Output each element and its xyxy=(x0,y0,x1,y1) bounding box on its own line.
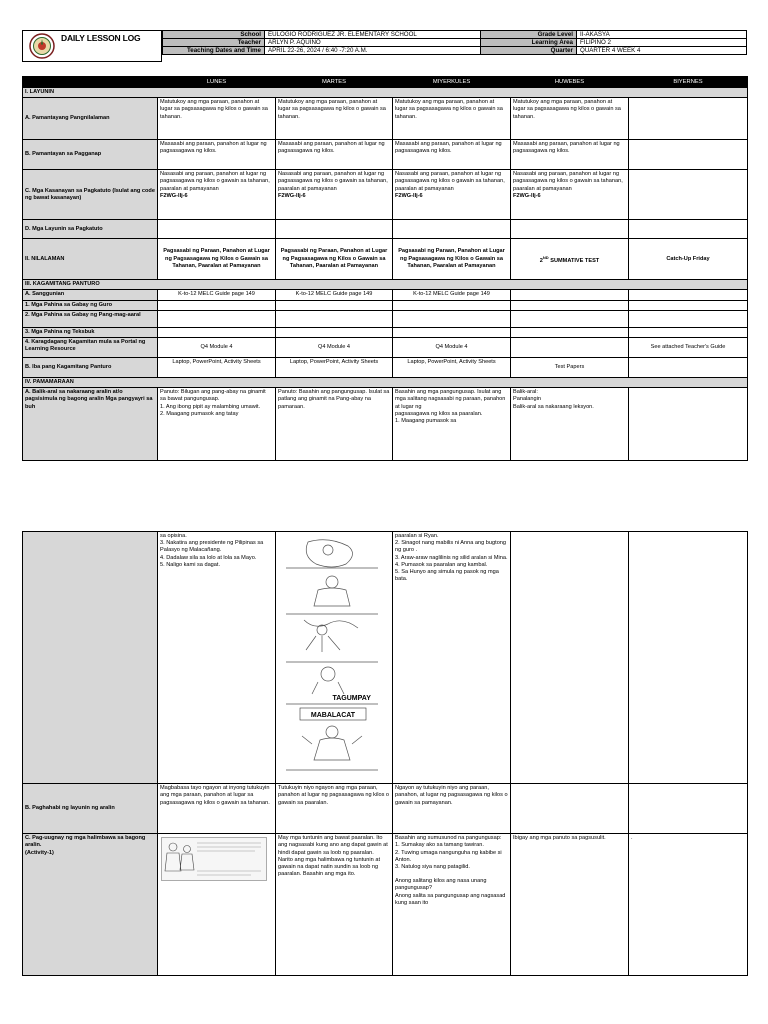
cell-kasanayan-martes xyxy=(276,170,393,220)
cell-pangnilalaman-huwebes: Matutukoy ang mga paraan, panahon at lugar sa pagsasagawa ng kilos o gawain sa tahanan. xyxy=(511,98,629,140)
grade-label: Grade Level xyxy=(481,31,577,39)
summative-text: SUMMATIVE TEST xyxy=(548,257,600,264)
cell-kasanayan-miyerkules xyxy=(393,170,511,220)
teacher-value: ARLYN P. AQUINO xyxy=(265,39,481,47)
day-header-row xyxy=(23,77,748,88)
activity-label: (Activity-1) xyxy=(25,849,54,856)
cell-karagdagang-miyerkules: Q4 Module 4 xyxy=(393,338,511,358)
cell-pangnilalaman-lunes: Matutukoy ang mga paraan, panahon at lugar sa pagsasagawa ng kilos o gawain sa tahanan. xyxy=(158,98,276,140)
cell-iba-martes: Laptop, PowerPoint, Activity Sheets xyxy=(276,358,393,378)
cell-balik-biyernes xyxy=(629,388,748,461)
cell-cont-martes xyxy=(276,532,393,784)
uugnay-miy-line: Anong salita sa pangungusap ang nagsasad kung saan ito xyxy=(395,892,506,906)
lesson-log-table-continued xyxy=(22,531,748,976)
day-biyernes: BIYERNES xyxy=(629,77,748,88)
school-value: EULOGIO RODRIGUEZ JR. ELEMENTARY SCHOOL xyxy=(265,31,481,39)
kasanayan-code: F2WG-IIj-6 xyxy=(160,192,188,199)
cell-karagdagang-huwebes xyxy=(511,338,629,358)
cell-iba-huwebes: Test Papers xyxy=(511,358,629,378)
cell-pangmag-biyernes xyxy=(629,310,748,327)
kasanayan-code: F2WG-IIj-6 xyxy=(513,192,541,199)
cell-guro-biyernes xyxy=(629,300,748,310)
quarter-label: Quarter xyxy=(481,47,577,55)
row-label-iba-pang: B. Iba pang Kagamitang Panturo xyxy=(23,358,158,378)
balik-huw-line: Balik-aral sa nakaraang leksyon. xyxy=(513,403,594,410)
cell-pangmag-martes xyxy=(276,310,393,327)
kasanayan-code: F2WG-IIj-6 xyxy=(278,192,306,199)
balik-lunes-line: 1. Ang ibong pipit ay malambing umawit. xyxy=(160,403,261,410)
balik-miy-line: Basahin ang mga pangungusap. Isulat ang mga salitang nagsasabi ng paraan, panahon at lugar ng xyxy=(395,389,506,410)
row-label-pag-uugnay xyxy=(23,834,158,976)
cont-lunes-line: 5. Naligo kami sa dagat. xyxy=(160,561,221,568)
cell-pangnilalaman-miyerkules: Matutukoy ang mga paraan, panahon at lugar sa pagsasagawa ng kilos o gawain sa tahanan. xyxy=(393,98,511,140)
cell-paghahabi-lunes: Magbabasa tayo ngayon at inyong tutukuyin ang mga paraan, panahon at lugar sa pagsasagawa ng kilos o gawain sa tahanan. xyxy=(158,784,276,834)
cell-paghahabi-martes: Tutukuyin niyo ngayon ang mga paraan, panahon at lugar ng pagsasagawa ng kilos o gawain sa paaralan. xyxy=(276,784,393,834)
corner-cell xyxy=(23,77,158,88)
cell-nilalaman-martes: Pagsasabi ng Paraan, Panahon at Lugar ng Pagsasagawa ng Kilos o Gawain sa Tahanan, Paaralan at Pamayanan xyxy=(276,239,393,280)
cell-teksbuk-lunes xyxy=(158,327,276,337)
cell-layunin-huwebes xyxy=(511,220,629,239)
area-value: FILIPINO 2 xyxy=(577,39,747,47)
cell-pangmag-miyerkules xyxy=(393,310,511,327)
cell-pagganap-huwebes: Masasabi ang paraan, panahon at lugar ng pagsasagawa ng kilos. xyxy=(511,140,629,170)
row-label-kasanayan: C. Mga Kasanayan sa Pagkatuto (Isulat ang code ng bawat kasanayan) xyxy=(23,170,158,220)
day-miyerkules: MIYERKULES xyxy=(393,77,511,88)
row-label-pamantayang-pangnilalaman: A. Pamantayang Pangnilalaman xyxy=(23,98,158,140)
dates-label: Teaching Dates and Time xyxy=(163,47,265,55)
cont-lunes-line: 4. Dadalaw sila sa lolo at lola sa Mayo. xyxy=(160,554,257,561)
quarter-value: QUARTER 4 WEEK 4 xyxy=(577,47,747,55)
balik-miy-line: pagsasagawa ng kilos sa paaralan. xyxy=(395,410,483,417)
tagumpay-caption: TAGUMPAY xyxy=(332,694,371,702)
pag-uugnay-label: C. Pag-uugnay ng mga halimbawa sa bagong aralin. xyxy=(25,835,146,849)
summative-suffix: ND xyxy=(542,254,549,260)
cell-karagdagang-lunes: Q4 Module 4 xyxy=(158,338,276,358)
deped-seal-icon xyxy=(29,33,55,59)
grade-value: II-AKASYA xyxy=(577,31,747,39)
balik-huw-line: Balik-aral: xyxy=(513,389,538,396)
cell-kasanayan-lunes xyxy=(158,170,276,220)
activity-image xyxy=(161,837,267,881)
cell-pagganap-martes: Masasabi ang paraan, panahon at lugar ng pagsasagawa ng kilos. xyxy=(276,140,393,170)
cell-paghahabi-huwebes xyxy=(511,784,629,834)
cell-uugnay-huwebes: Ibigay ang mga panuto sa pagsusulit. xyxy=(511,834,629,976)
cell-nilalaman-miyerkules: Pagsasabi ng Paraan, Panahon at Lugar ng Pagsasagawa ng Kilos o Gawain sa Tahanan, Paaralan at Pamayanan xyxy=(393,239,511,280)
section-nilalaman: II. NILALAMAN xyxy=(23,239,158,280)
cell-pagganap-biyernes xyxy=(629,140,748,170)
uugnay-miy-line: 2. Tuwing umaga nangunguha ng kabibe si Anton. xyxy=(395,849,502,863)
cell-teksbuk-miyerkules xyxy=(393,327,511,337)
kasanayan-text: Nasasabi ang paraan, panahon at lugar ng pagsasagawa ng kilos o gawain sa tahanan, paaralan at pamayanan xyxy=(278,171,388,192)
cell-balik-miyerkules xyxy=(393,388,511,461)
day-lunes: LUNES xyxy=(158,77,276,88)
cell-uugnay-lunes xyxy=(158,834,276,976)
cell-nilalaman-lunes: Pagsasabi ng Paraan, Panahon at Lugar ng Pagsasagawa ng Kilos o Gawain sa Tahanan, Paaralan at Pamayanan xyxy=(158,239,276,280)
cell-teksbuk-huwebes xyxy=(511,327,629,337)
row-label-pahina-pangmag: 2. Mga Pahina sa Gabay ng Pang-mag-aaral xyxy=(23,310,158,327)
cell-pagganap-miyerkules: Masasabi ang paraan, panahon at lugar ng pagsasagawa ng kilos. xyxy=(393,140,511,170)
cell-nilalaman-huwebes xyxy=(511,239,629,280)
mabalacat-sign: MABALACAT xyxy=(310,712,356,719)
cell-cont-huwebes xyxy=(511,532,629,784)
cell-kasanayan-biyernes xyxy=(629,170,748,220)
cell-sanggunian-lunes: K-to-12 MELC Guide page 149 xyxy=(158,290,276,300)
uugnay-miy-line: Basahin ang sumusunod na pangungusap: xyxy=(395,835,502,842)
cell-uugnay-miyerkules xyxy=(393,834,511,976)
header-info-table xyxy=(162,30,747,55)
cell-sanggunian-huwebes xyxy=(511,290,629,300)
section-layunin: I. LAYUNIN xyxy=(23,88,748,98)
uugnay-miy-line: 3. Natulog siya nang patagilid. xyxy=(395,864,470,871)
cell-balik-martes: Panuto: Basahin ang pangungusap. Isulat sa patlang ang ginamit na Pang-abay na pamaraan. xyxy=(276,388,393,461)
kasanayan-code: F2WG-IIj-6 xyxy=(395,192,423,199)
cell-karagdagang-martes: Q4 Module 4 xyxy=(276,338,393,358)
cell-iba-lunes: Laptop, PowerPoint, Activity Sheets xyxy=(158,358,276,378)
cont-lunes-line: sa opisina. xyxy=(160,533,187,539)
area-label: Learning Area xyxy=(481,39,577,47)
cell-karagdagang-biyernes: See attached Teacher's Guide xyxy=(629,338,748,358)
cont-miy-line: paaralan si Ryan. xyxy=(395,533,439,539)
balik-miy-line: 1. Maagang pumasok sa xyxy=(395,418,457,425)
cont-miy-line: 3. Araw-araw naglilinis ng silid aralan si Mina. xyxy=(395,554,508,561)
kasanayan-text: Nasasabi ang paraan, panahon at lugar ng pagsasagawa ng kilos o gawain sa tahanan, paaralan at pamayanan xyxy=(160,171,270,192)
cell-uugnay-biyernes: . xyxy=(629,834,748,976)
day-martes: MARTES xyxy=(276,77,393,88)
header-title-box xyxy=(22,30,162,62)
row-label-teksbuk: 3. Mga Pahina ng Teksbuk xyxy=(23,327,158,337)
row-label-balik-aral: A. Balik-aral sa nakaraang aralin at/o pagsisimula ng bagong aralin Mga pangyayri sa buh xyxy=(23,388,158,461)
cell-iba-miyerkules: Laptop, PowerPoint, Activity Sheets xyxy=(393,358,511,378)
cell-teksbuk-martes xyxy=(276,327,393,337)
cont-lunes-line: 3. Nakatira ang presidente ng Pilipinas sa Palasyo ng Malacañang. xyxy=(160,540,264,554)
cell-balik-lunes xyxy=(158,388,276,461)
kasanayan-text: Nasasabi ang paraan, panahon at lugar ng pagsasagawa ng kilos o gawain sa tahanan, paaralan at pamayanan xyxy=(395,171,505,192)
cell-pangnilalaman-martes: Matutukoy ang mga paraan, panahon at lugar sa pagsasagawa ng kilos o gawain sa tahanan. xyxy=(276,98,393,140)
cell-pangnilalaman-biyernes xyxy=(629,98,748,140)
dates-value: APRIL 22-26, 2024 / 6:40 -7:20 A.M. xyxy=(265,47,481,55)
row-label-pamantayan-pagganap: B. Pamantayan sa Pagganap xyxy=(23,140,158,170)
section-kagamitan: III. KAGAMITANG PANTURO xyxy=(23,280,748,290)
cell-kasanayan-huwebes xyxy=(511,170,629,220)
uugnay-miy-line: Anong salitang kilos ang nasa unang pangungusap? xyxy=(395,878,487,892)
cell-guro-martes xyxy=(276,300,393,310)
row-label-pahina-guro: 1. Mga Pahina sa Gabay ng Guro xyxy=(23,300,158,310)
row-label-sanggunian: A. Sanggunian xyxy=(23,290,158,300)
cell-guro-huwebes xyxy=(511,300,629,310)
cell-cont-lunes xyxy=(158,532,276,784)
row-label-karagdagang: 4. Karagdagang Kagamitan mula sa Portal ng Learning Resource xyxy=(23,338,158,358)
cell-pangmag-lunes xyxy=(158,310,276,327)
cell-sanggunian-martes: K-to-12 MELC Guide page 149 xyxy=(276,290,393,300)
cell-layunin-miyerkules xyxy=(393,220,511,239)
page-title: DAILY LESSON LOG xyxy=(61,33,141,43)
balik-huw-line: Panalangin xyxy=(513,396,541,403)
worksheet-illustrations-image xyxy=(278,534,388,778)
teacher-label: Teacher xyxy=(163,39,265,47)
cell-pangmag-huwebes xyxy=(511,310,629,327)
balik-lunes-line: Panuto: Bilugan ang pang-abay na ginamit sa bawat pangungusap. xyxy=(160,389,266,403)
cell-layunin-biyernes xyxy=(629,220,748,239)
cell-paghahabi-biyernes xyxy=(629,784,748,834)
uugnay-miy-line: 1. Sumakay ako sa tamang tawiran. xyxy=(395,842,484,849)
school-label: School xyxy=(163,31,265,39)
row-label-layunin-pagkatuto: D. Mga Layunin sa Pagkatuto xyxy=(23,220,158,239)
row-label-paghahabi: B. Paghahabi ng layunin ng aralin xyxy=(23,784,158,834)
day-huwebes: HUWEBES xyxy=(511,77,629,88)
cell-layunin-martes xyxy=(276,220,393,239)
cell-balik-huwebes xyxy=(511,388,629,461)
cell-guro-lunes xyxy=(158,300,276,310)
cont-miy-line: 4. Pumasok sa paaralan ang kambal. xyxy=(395,561,488,568)
continued-label-cell xyxy=(23,532,158,784)
cell-iba-biyernes xyxy=(629,358,748,378)
cont-miy-line: 5. Sa Hunyo ang simula ng pasok ng mga bata. xyxy=(395,569,499,583)
cell-nilalaman-biyernes: Catch-Up Friday xyxy=(629,239,748,280)
cell-cont-miyerkules xyxy=(393,532,511,784)
lesson-log-table xyxy=(22,76,748,461)
cell-teksbuk-biyernes xyxy=(629,327,748,337)
cell-layunin-lunes xyxy=(158,220,276,239)
summative-number: 2 xyxy=(539,257,543,264)
cont-miy-line: 2. Sinagot nang mabilis ni Anna ang bugtong ng guro . xyxy=(395,540,507,554)
uugnay-miy-line xyxy=(395,871,508,878)
section-pamamaraan: IV. PAMAMARAAN xyxy=(23,378,748,388)
cell-sanggunian-miyerkules: K-to-12 MELC Guide page 149 xyxy=(393,290,511,300)
cell-sanggunian-biyernes xyxy=(629,290,748,300)
cell-pagganap-lunes: Masasabi ang paraan, panahon at lugar ng pagsasagawa ng kilos. xyxy=(158,140,276,170)
cell-uugnay-martes: May mga tuntunin ang bawat paaralan. Ito ang nagsasabi kung ano ang dapat gawin at hindi dapat gawin sa loob ng paaralan. Narito ang mga halimbawa ng tuntunin at gawain na dapat natin sundin sa loob ng paaralan. Basahin ang mga ito. xyxy=(276,834,393,976)
cell-cont-biyernes xyxy=(629,532,748,784)
balik-lunes-line: 2. Maagang pumasok ang tatay xyxy=(160,410,239,417)
kasanayan-text: Nasasabi ang paraan, panahon at lugar ng pagsasagawa ng kilos o gawain sa tahanan, paaralan at pamayanan xyxy=(513,171,623,192)
cell-guro-miyerkules xyxy=(393,300,511,310)
cell-paghahabi-miyerkules: Ngayon ay tutukuyin niyo ang paraan, panahon, at lugar ng pagsasagawa ng kilos o gawain sa pamayanan. xyxy=(393,784,511,834)
